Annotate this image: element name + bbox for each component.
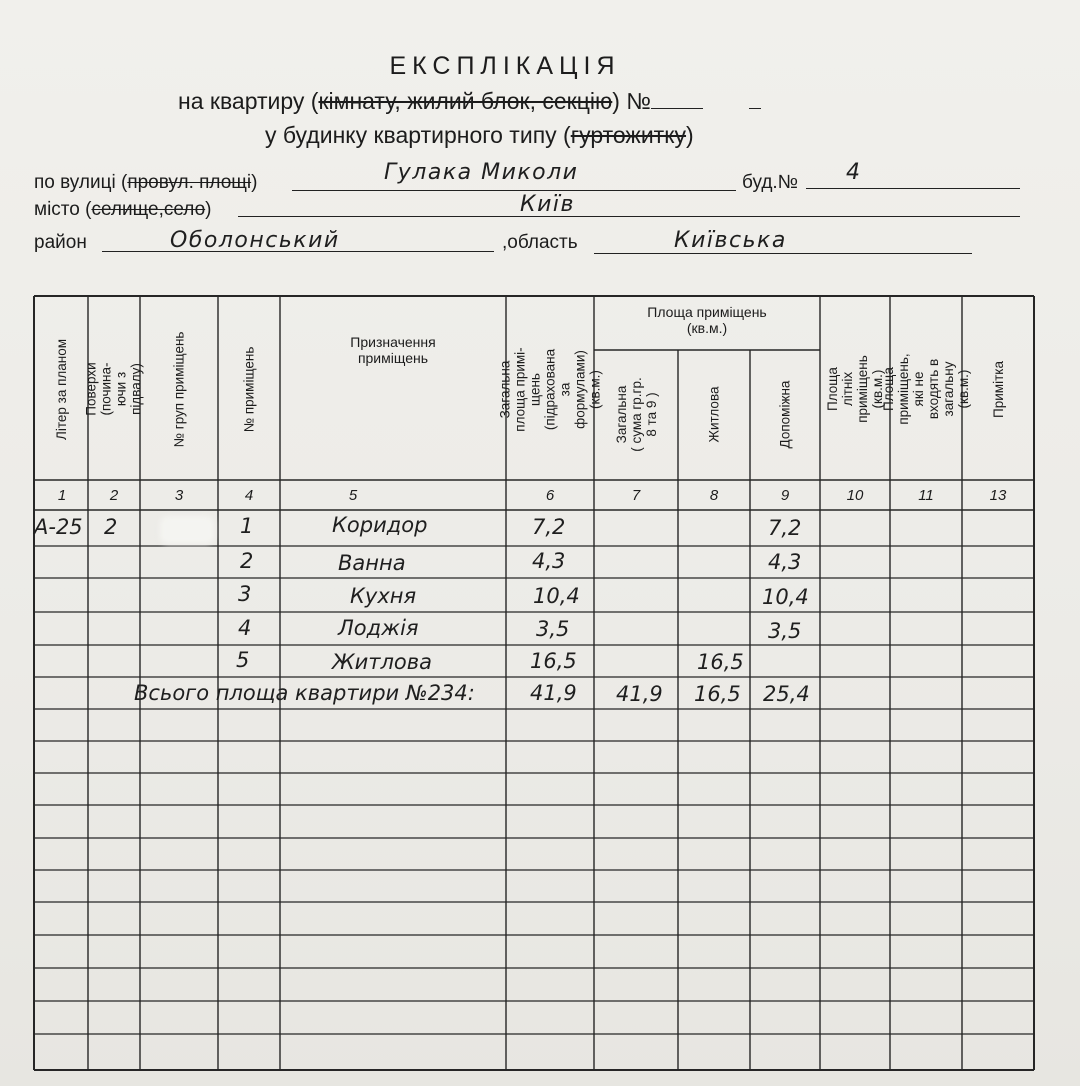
totals-sum-area: 41,9 (616, 682, 663, 706)
cell-room-name: Житлова (332, 650, 433, 674)
cell-liter: А-25 (34, 515, 83, 539)
cell-room-number: 1 (240, 514, 254, 538)
header-excluded-area: Площа приміщень, які не входять в загальну (кв.м.) (881, 353, 971, 425)
district-label: район (34, 232, 87, 253)
region-label: ,область (502, 232, 578, 253)
totals-living-area: 16,5 (694, 682, 741, 706)
building-label: буд.№ (742, 172, 799, 193)
cell-floor: 2 (104, 515, 118, 539)
cell-total-area: 10,4 (533, 584, 580, 608)
cell-aux-area: 10,4 (762, 585, 809, 609)
totals-total-area: 41,9 (530, 681, 577, 705)
subtitle-struck-text: кімнату, жилий блок, секцію (318, 88, 613, 114)
column-number: 2 (109, 487, 119, 504)
column-number: 4 (244, 487, 254, 504)
header-area-living: Житлова (706, 386, 722, 442)
cell-room-number: 5 (236, 648, 250, 672)
building-value: 4 (846, 160, 862, 185)
district-value: Оболонський (170, 228, 340, 253)
region-value: Київська (674, 228, 787, 253)
street-value: Гулака Миколи (384, 160, 579, 185)
city-label: місто (селище,село) (34, 199, 212, 220)
column-number: 1 (57, 487, 67, 504)
cell-room-name: Кухня (350, 584, 417, 608)
totals-label: Всього площа квартири №234: (134, 681, 475, 705)
header-total-area: Загальна площа примі- щень (підрахована за формулами) (кв.м.) (497, 346, 603, 432)
cell-aux-area: 7,2 (768, 516, 802, 540)
subtitle-prefix: у будинку квартирного типу ( (265, 122, 571, 148)
subtitle-suffix: ) (686, 122, 694, 148)
column-number: 5 (348, 487, 358, 504)
subtitle-prefix: на квартиру ( (178, 88, 319, 114)
cell-room-name: Коридор (332, 513, 428, 537)
subtitle-suffix: ) № (612, 88, 652, 114)
cell-room-number: 4 (238, 616, 252, 640)
column-number: 7 (631, 487, 641, 504)
header-area-auxiliary: Допоміжна (777, 380, 793, 448)
header-room-number: № приміщень (241, 346, 257, 432)
header-note: Примітка (990, 360, 1006, 418)
column-number: 13 (989, 487, 1007, 504)
header-area-total: Загальна ( сума гр.гр. 8 та 9 ) (613, 376, 659, 452)
cell-living-area: 16,5 (697, 650, 744, 674)
column-number: 10 (846, 487, 864, 504)
header-room-groups: № груп приміщень (171, 331, 187, 447)
column-number: 6 (545, 487, 555, 504)
header-liter: Літер за планом (54, 338, 70, 440)
column-number: 9 (780, 487, 790, 504)
cell-aux-area: 3,5 (768, 619, 802, 643)
header-room-purpose: Призначення приміщень (350, 334, 436, 366)
subtitle-struck-text: гуртожитку (570, 122, 687, 148)
cell-total-area: 7,2 (532, 515, 566, 539)
city-value: Київ (520, 192, 575, 217)
totals-aux-area: 25,4 (763, 682, 810, 706)
cell-room-number: 3 (238, 582, 252, 606)
cell-total-area: 16,5 (530, 649, 577, 673)
cell-total-area: 4,3 (532, 549, 566, 573)
column-number: 3 (174, 487, 184, 504)
header-summer-area: Площа літніх приміщень (кв.м.) (825, 355, 885, 423)
redacted-patch (160, 516, 214, 544)
cell-room-name: Лоджія (338, 616, 419, 640)
cell-total-area: 3,5 (536, 617, 570, 641)
street-label: по вулиці (провул. площі) (34, 172, 258, 193)
cell-room-number: 2 (240, 549, 254, 573)
column-number: 8 (709, 487, 719, 504)
cell-room-name: Ванна (338, 551, 406, 575)
header-area-group: Площа приміщень (кв.м.) (647, 304, 767, 336)
form-title: ЕКСПЛІКАЦІЯ (389, 52, 621, 80)
header-floors: Поверхи (почина- ючи з підвалу) (84, 362, 145, 416)
cell-aux-area: 4,3 (768, 550, 802, 574)
column-number: 11 (918, 487, 934, 504)
